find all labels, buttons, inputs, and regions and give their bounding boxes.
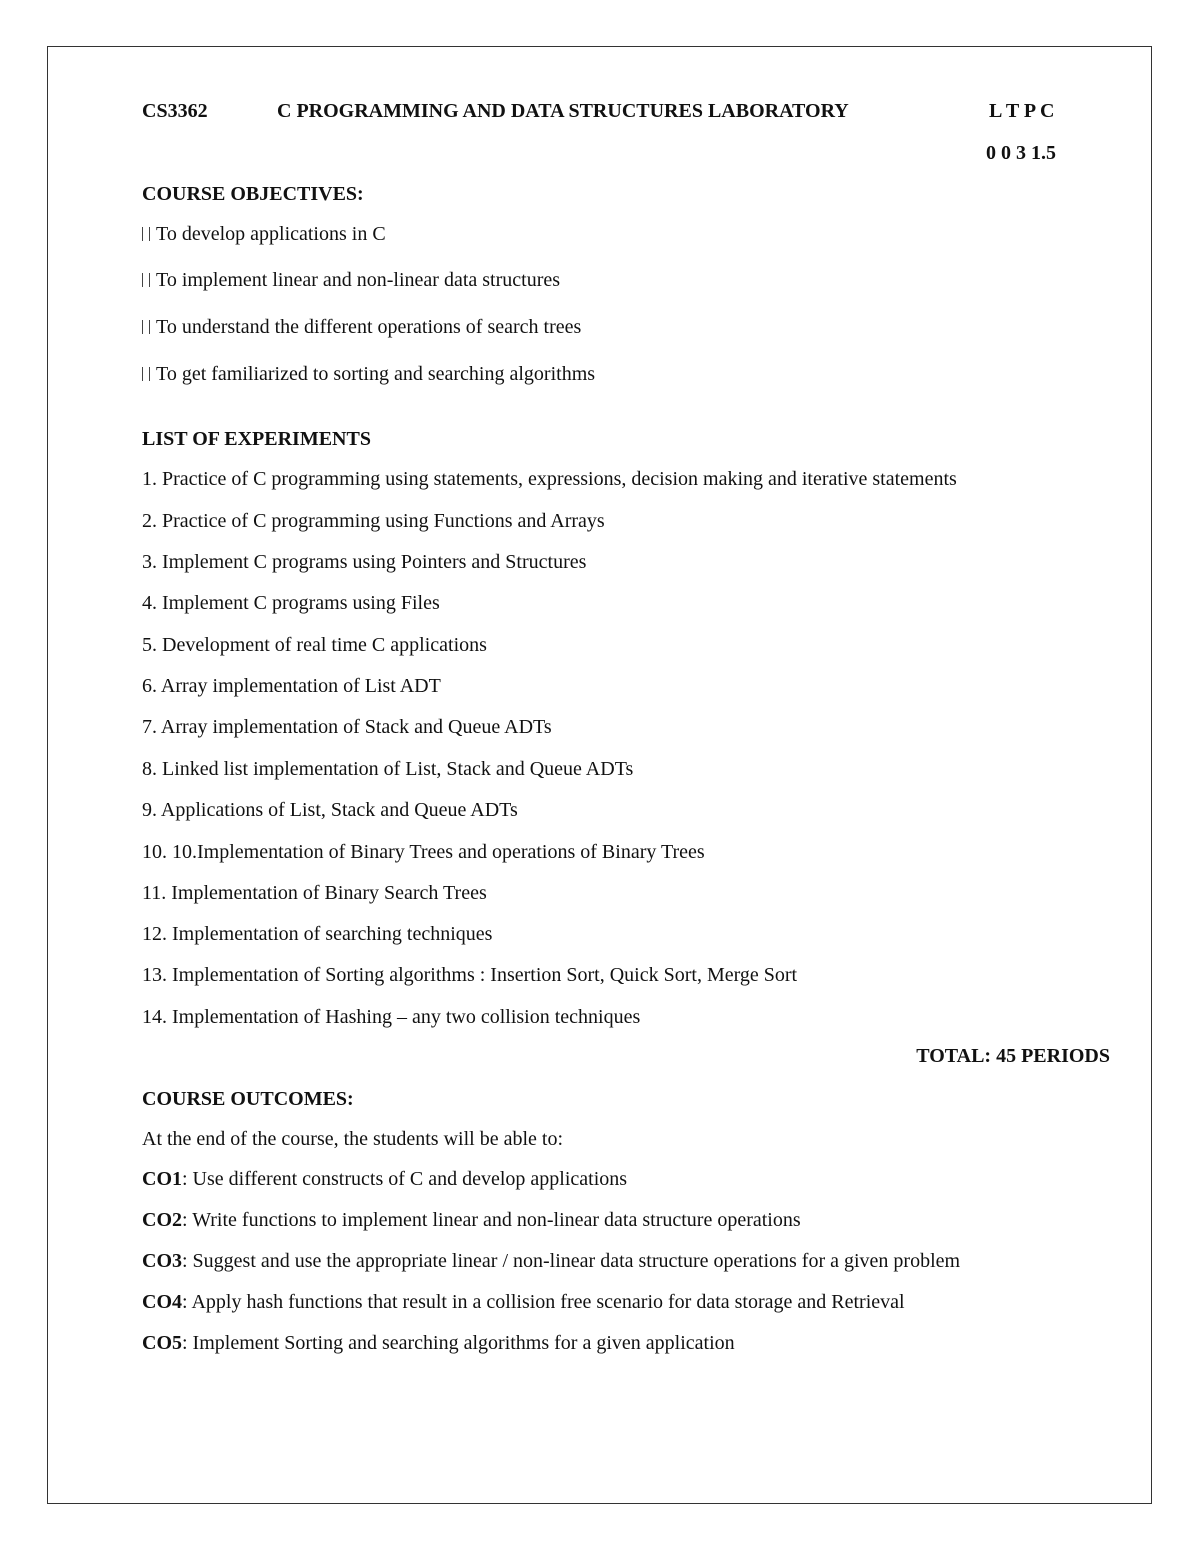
experiment-item: 1. Practice of C programming using statements, expressions, decision making and iterative statements [142, 468, 957, 490]
outcome-code: CO4 [142, 1291, 182, 1313]
bullet-icon [142, 227, 150, 241]
course-title: C PROGRAMMING AND DATA STRUCTURES LABORATORY [277, 100, 849, 122]
experiment-item: 7. Array implementation of Stack and Queue ADTs [142, 716, 552, 738]
outcome-code: CO2 [142, 1209, 182, 1231]
experiment-item: 2. Practice of C programming using Functions and Arrays [142, 510, 605, 532]
ltpc-values: 0 0 3 1.5 [986, 142, 1056, 164]
bullet-icon [142, 273, 150, 287]
objective-item: To get familiarized to sorting and searching algorithms [142, 362, 595, 386]
experiment-item: 13. Implementation of Sorting algorithms : Insertion Sort, Quick Sort, Merge Sort [142, 964, 798, 986]
total-periods: TOTAL: 45 PERIODS [916, 1045, 1110, 1067]
course-code: CS3362 [142, 100, 208, 122]
experiment-item: 9. Applications of List, Stack and Queue ADTs [142, 799, 518, 821]
outcome-item: CO4: Apply hash functions that result in a collision free scenario for data storage and Retrieval [142, 1291, 905, 1313]
outcome-item: CO3: Suggest and use the appropriate linear / non-linear data structure operations for a given problem [142, 1250, 961, 1272]
experiment-item: 6. Array implementation of List ADT [142, 675, 441, 697]
experiment-item: 10. 10.Implementation of Binary Trees and operations of Binary Trees [142, 841, 705, 863]
outcomes-heading: COURSE OUTCOMES: [142, 1088, 354, 1110]
experiment-item: 12. Implementation of searching techniques [142, 923, 493, 945]
bullet-icon [142, 367, 150, 381]
experiment-item: 11. Implementation of Binary Search Trees [142, 882, 487, 904]
outcome-code: CO3 [142, 1250, 182, 1272]
experiment-item: 8. Linked list implementation of List, Stack and Queue ADTs [142, 758, 634, 780]
outcome-item: CO1: Use different constructs of C and develop applications [142, 1168, 628, 1190]
objective-item: To implement linear and non-linear data structures [142, 268, 560, 292]
experiment-item: 5. Development of real time C applications [142, 634, 487, 656]
bullet-icon [142, 320, 150, 334]
experiment-item: 14. Implementation of Hashing – any two collision techniques [142, 1006, 641, 1028]
experiment-item: 4. Implement C programs using Files [142, 592, 440, 614]
outcome-code: CO5 [142, 1332, 182, 1354]
ltpc-label: L T P C [989, 100, 1055, 122]
objective-item: To understand the different operations of search trees [142, 315, 581, 339]
outcome-code: CO1 [142, 1168, 182, 1190]
objective-item: To develop applications in C [142, 222, 386, 246]
experiments-heading: LIST OF EXPERIMENTS [142, 428, 371, 450]
outcome-item: CO5: Implement Sorting and searching algorithms for a given application [142, 1332, 735, 1354]
outcome-item: CO2: Write functions to implement linear and non-linear data structure operations [142, 1209, 801, 1231]
outcomes-intro: At the end of the course, the students will be able to: [142, 1128, 564, 1150]
objectives-heading: COURSE OBJECTIVES: [142, 183, 364, 205]
experiment-item: 3. Implement C programs using Pointers and Structures [142, 551, 587, 573]
